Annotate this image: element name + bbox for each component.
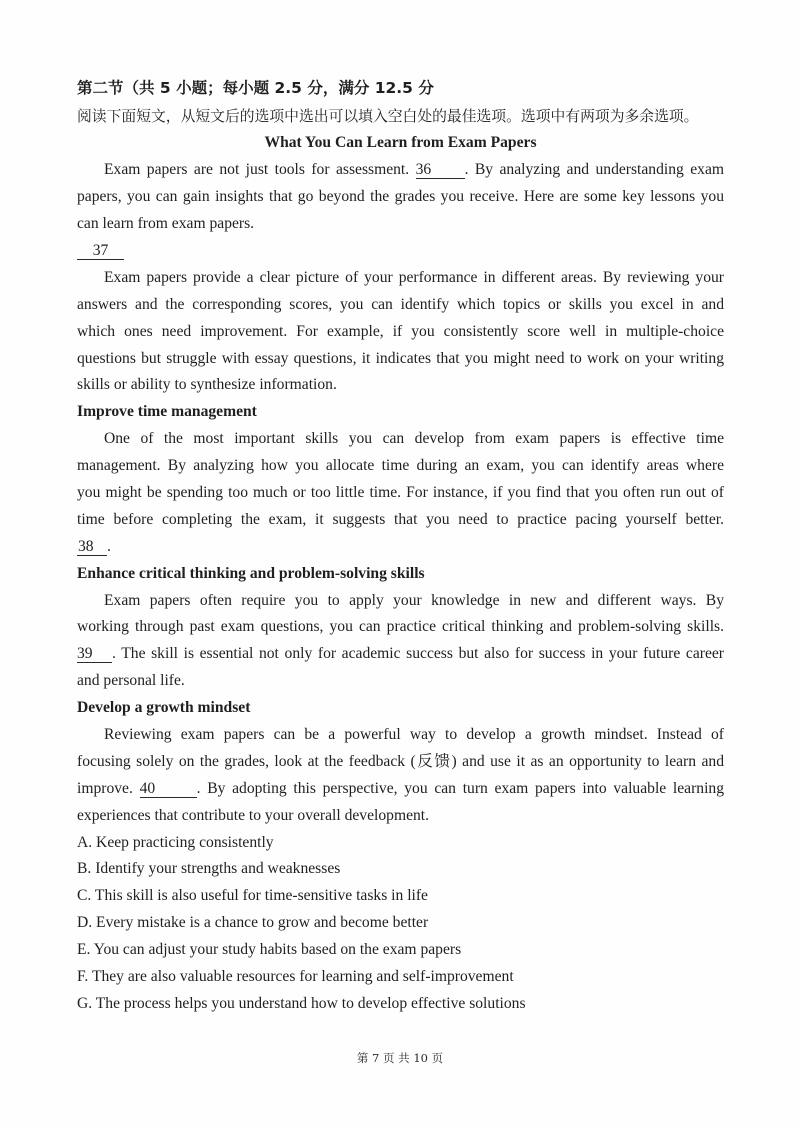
paragraph-line: Exam papers provide a clear picture of your performance in different areas. By reviewing your	[104, 268, 724, 286]
blank-37-line	[77, 238, 724, 265]
option-g: G. The process helps you understand how to develop effective solutions	[77, 994, 526, 1012]
paragraph-line: can learn from exam papers.	[77, 215, 255, 233]
option-f: F. They are also valuable resources for learning and self-improvement	[77, 968, 514, 985]
option-a: A. Keep practicing consistently	[77, 833, 274, 851]
paragraph-line: papers, you can gain insights that go beyond the grades you receive. Here are some key lessons you	[77, 188, 724, 206]
blank-36: 36	[416, 162, 465, 179]
subheading-growth-mindset: Develop a growth mindset	[77, 699, 251, 717]
passage-title: What You Can Learn from Exam Papers	[264, 134, 537, 152]
blank-40: 40	[140, 781, 197, 798]
paragraph-line: time before completing the exam, it suggests that you need to practice pacing yourself better.	[77, 510, 724, 528]
line-text: . The skill is essential not only for academic success but also for success in your future career	[112, 645, 724, 663]
paragraph-line: focusing solely on the grades, look at the feedback (反馈) and use it as an opportunity to learn and	[77, 752, 724, 770]
option-b: B. Identify your strengths and weaknesses	[77, 860, 341, 878]
paragraph-line: questions but struggle with essay questions, it indicates that you might need to work on your writing	[77, 349, 724, 367]
paragraph-critical-thinking	[77, 588, 724, 696]
paragraph-performance	[77, 265, 724, 399]
subheading-critical-thinking: Enhance critical thinking and problem-solving skills	[77, 564, 425, 582]
option-e: E. You can adjust your study habits based on the exam papers	[77, 941, 462, 959]
paragraph-time-management	[77, 426, 724, 560]
page-footer: 第 7 页 共 10 页	[356, 1051, 444, 1065]
blank-37: 37	[77, 243, 124, 260]
section-content	[77, 74, 724, 1018]
paragraph-line: you might be spending too much or too little time. For instance, if you find that you often run out of	[77, 483, 724, 501]
line-text: . By analyzing and understanding exam	[464, 161, 725, 179]
paragraph-line: and personal life.	[77, 672, 185, 690]
option-c: C. This skill is also useful for time-sensitive tasks in life	[77, 887, 428, 905]
line-text: . By adopting this perspective, you can turn exam papers into valuable learning	[196, 779, 724, 797]
paragraph-line: Reviewing exam papers can be a powerful way to develop a growth mindset. Instead of	[104, 725, 724, 743]
paragraph-growth-mindset	[77, 722, 724, 830]
paragraph-line: answers and the corresponding scores, you can identify which topics or skills you excel in and	[77, 295, 724, 313]
paragraph-intro	[77, 157, 724, 238]
paragraph-line	[77, 641, 724, 668]
paragraph-line	[77, 534, 724, 561]
paragraph-line: which ones need improvement. For example, if you consistently score well in multiple-choice	[77, 322, 724, 340]
paragraph-line: Exam papers often require you to apply your knowledge in new and different ways. By	[104, 591, 724, 609]
subheading-time-management: Improve time management	[77, 403, 257, 421]
paragraph-line: experiences that contribute to your overall development.	[77, 806, 430, 824]
line-text: Exam papers are not just tools for assessment.	[104, 161, 410, 179]
option-d: D. Every mistake is a chance to grow and become better	[77, 914, 429, 932]
blank-38: 38	[77, 539, 107, 556]
answer-options	[77, 830, 724, 1018]
paragraph-line: working through past exam questions, you can practice critical thinking and problem-solving skills.	[77, 618, 724, 636]
section-instructions: 阅读下面短文，从短文后的选项中选出可以填入空白处的最佳选项。选项中有两项为多余选项。	[77, 107, 699, 125]
line-text: improve.	[77, 779, 133, 797]
blank-39: 39	[77, 646, 112, 663]
line-text: .	[107, 537, 111, 555]
paragraph-line: skills or ability to synthesize information.	[77, 376, 337, 394]
paragraph-line	[77, 157, 724, 184]
paragraph-line	[77, 776, 724, 803]
paragraph-line: management. By analyzing how you allocate time during an exam, you can identify areas where	[77, 457, 724, 475]
section-heading: 第二节（共 5 小题；每小题 2.5 分，满分 12.5 分	[77, 79, 434, 97]
paragraph-line: One of the most important skills you can develop from exam papers is effective time	[104, 430, 724, 448]
